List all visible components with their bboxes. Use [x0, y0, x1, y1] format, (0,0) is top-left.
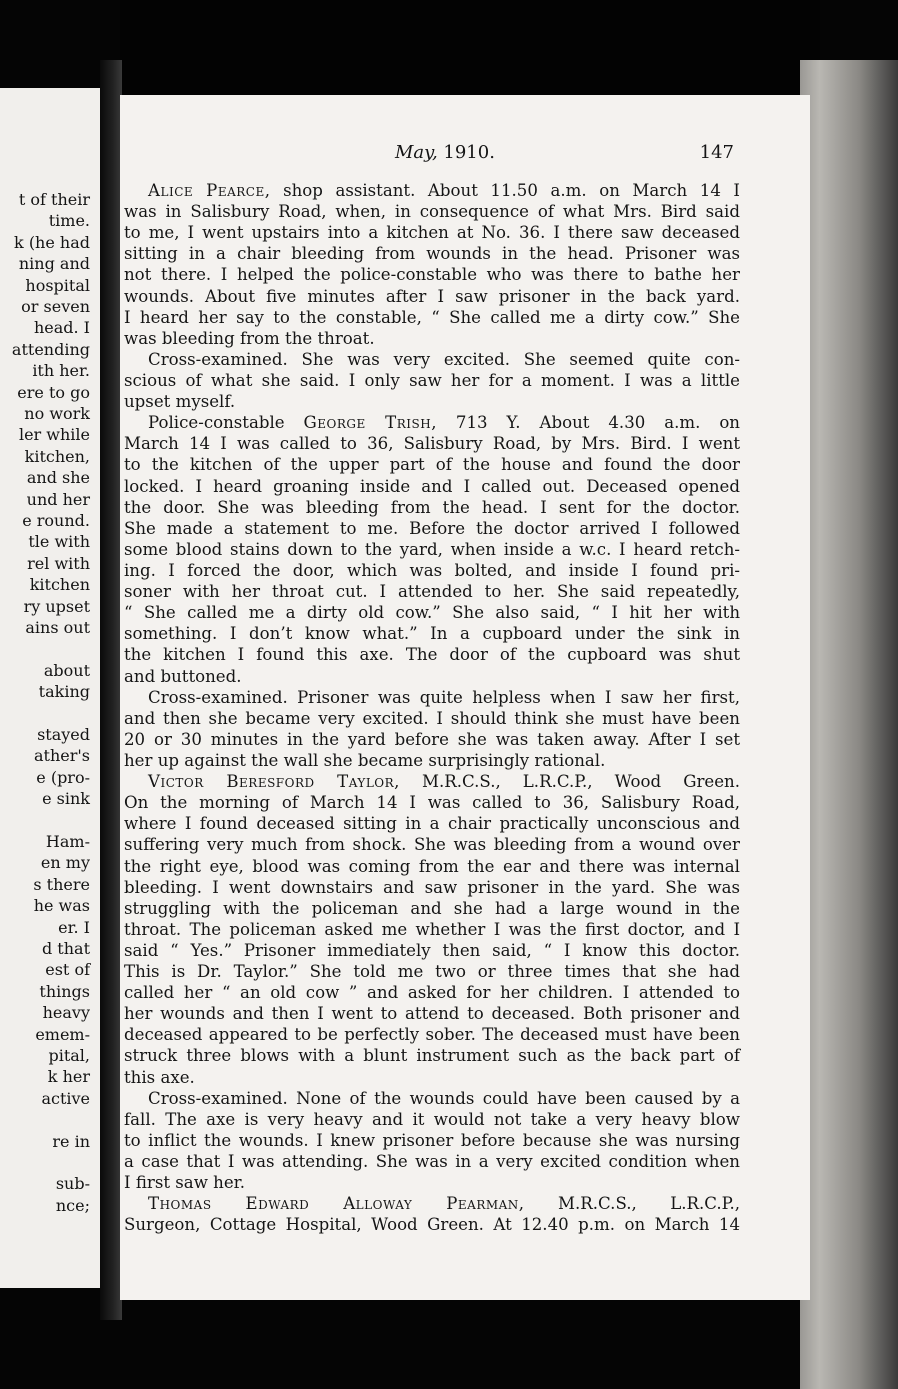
text-line	[124, 1193, 740, 1214]
left-page-line: kitchen	[29, 575, 90, 595]
line-text: said “ Yes.” Prisoner immediately then said, “ I know this doctor.	[124, 940, 740, 960]
line-text: was bleeding from the throat.	[124, 328, 375, 348]
left-page-line: ler while	[18, 425, 90, 445]
left-page-line: emem-	[35, 1024, 90, 1044]
paragraph	[124, 1193, 740, 1235]
witness-name: George Trish,	[303, 413, 437, 433]
line-text: bleeding. I went downstairs and saw prisoner in the yard. She was	[124, 877, 740, 897]
line-text: the door. She was bleeding from the head. I sent for the doctor.	[124, 497, 740, 517]
left-page-line: attending	[11, 339, 90, 359]
line-text: some blood stains down to the yard, when inside a w.c. I heard retch-	[124, 539, 740, 559]
line-text: struck three blows with a blunt instrument such as the back part of	[124, 1046, 740, 1066]
line-text: something. I don’t know what.” In a cupboard under the sink in	[124, 624, 740, 644]
paragraph	[124, 349, 740, 412]
line-text: Cross-examined. None of the wounds could have been caused by a	[148, 1088, 740, 1108]
scan-top-shadow	[120, 0, 820, 95]
line-text: March 14 I was called to 36, Salisbury Road, by Mrs. Bird. I went	[124, 434, 740, 454]
left-page-line: est of	[45, 960, 90, 980]
left-page-line: time.	[48, 211, 90, 231]
text-line	[124, 539, 740, 560]
text-line	[124, 433, 740, 454]
paragraph	[124, 180, 740, 349]
left-page-line: und her	[26, 489, 90, 509]
text-line	[124, 476, 740, 497]
line-text: and then she became very excited. I should think she must have been	[124, 708, 740, 728]
left-page-line: ere to go	[17, 382, 90, 402]
paragraph	[124, 687, 740, 771]
text-line	[124, 877, 740, 898]
running-head-month: May,	[395, 142, 438, 163]
paragraph	[124, 771, 740, 1088]
left-page-line: nce;	[55, 1195, 90, 1215]
text-line	[124, 729, 740, 750]
text-line	[124, 1130, 740, 1151]
text-line	[124, 1088, 740, 1109]
line-text: struggling with the policeman and she had a large wound in the	[124, 898, 740, 918]
text-line	[124, 1045, 740, 1066]
text-line	[124, 1003, 740, 1024]
line-text: her wounds and then I went to attend to deceased. Both prisoner and	[124, 1004, 740, 1024]
line-text: this axe.	[124, 1067, 195, 1087]
text-line	[124, 243, 740, 264]
text-line	[124, 792, 740, 813]
text-line	[124, 602, 740, 623]
line-text: sitting in a chair bleeding from wounds in the head. Prisoner was	[124, 244, 740, 264]
text-line	[124, 687, 740, 708]
text-line	[124, 518, 740, 539]
book-gutter	[100, 60, 122, 1320]
left-page-line: head. I	[33, 318, 90, 338]
line-text: her up against the wall she became surprisingly rational.	[124, 750, 606, 770]
line-text: suffering very much from shock. She was bleeding from a wound over	[124, 835, 740, 855]
left-page-line: rel with	[27, 553, 90, 573]
line-text: soner with her throat cut. I attended to her. She said repeatedly,	[124, 582, 740, 602]
line-text: M.R.C.S., L.R.C.P.,	[524, 1194, 740, 1214]
left-page-line: er. I	[58, 917, 90, 937]
line-text: a case that I was attending. She was in a very excited condition when	[124, 1152, 740, 1172]
line-text: fall. The axe is very heavy and it would not take a very heavy blow	[124, 1109, 740, 1129]
left-page-line: e sink	[42, 789, 90, 809]
text-line	[124, 1151, 740, 1172]
text-line	[124, 856, 740, 877]
text-line	[124, 370, 740, 391]
witness-name: Victor Beresford Taylor,	[148, 772, 400, 792]
left-page-line: things	[39, 981, 90, 1001]
text-line	[124, 1024, 740, 1045]
line-text: locked. I heard groaning inside and I called out. Deceased opened	[124, 476, 740, 496]
left-page-line: Ham-	[45, 832, 90, 851]
line-text: Cross-examined. She was very excited. She seemed quite con-	[148, 349, 740, 369]
left-page-line: and she	[26, 468, 90, 488]
line-text: scious of what she said. I only saw her for a moment. I was a little	[124, 370, 740, 390]
line-text: “ She called me a dirty old cow.” She also said, “ I hit her with	[124, 603, 740, 623]
text-line	[124, 1214, 740, 1235]
testimony-text	[124, 180, 740, 1235]
witness-name: Alice Pearce,	[148, 181, 271, 200]
left-page-line: hospital	[25, 275, 90, 295]
text-line	[124, 180, 740, 201]
text-line	[124, 307, 740, 328]
text-line	[124, 666, 740, 687]
text-line	[124, 560, 740, 581]
left-page-line: ning and	[18, 254, 90, 274]
left-page-line: taking	[38, 682, 90, 702]
line-text: to inflict the wounds. I knew prisoner before because she was nursing	[124, 1130, 740, 1150]
left-page-line: or seven	[21, 297, 90, 316]
text-line	[124, 940, 740, 961]
line-text: I heard her say to the constable, “ She called me a dirty cow.” She	[124, 307, 740, 327]
text-line	[124, 771, 740, 792]
left-page-line: stayed	[37, 725, 90, 744]
left-page-line: re in	[52, 1131, 90, 1151]
line-text: the kitchen I found this axe. The door of the cupboard was shut	[124, 645, 740, 665]
text-line	[124, 898, 740, 919]
running-head	[395, 142, 495, 163]
line-text: Cross-examined. Prisoner was quite helpless when I saw her first,	[148, 687, 740, 707]
text-line	[124, 1067, 740, 1088]
text-line	[124, 834, 740, 855]
line-text: upset myself.	[124, 392, 236, 412]
line-text: I first saw her.	[124, 1173, 246, 1193]
line-text: where I found deceased sitting in a chair practically unconscious and	[124, 814, 740, 834]
text-line	[124, 750, 740, 771]
witness-name: Thomas Edward Alloway Pearman,	[148, 1194, 525, 1214]
left-page-line: pital,	[48, 1046, 90, 1065]
line-text: the right eye, blood was coming from the ear and there was internal	[124, 856, 740, 876]
text-line	[124, 222, 740, 243]
left-page-line: sub-	[55, 1174, 90, 1194]
text-line	[124, 349, 740, 370]
left-page-line: e (pro-	[36, 767, 90, 787]
line-text: shop assistant. About 11.50 a.m. on March 14 I	[270, 181, 740, 200]
left-page-line: ather's	[34, 746, 90, 766]
line-text: deceased appeared to be perfectly sober. The deceased must have been	[124, 1025, 740, 1045]
left-page-line: k her	[47, 1067, 90, 1087]
text-line	[124, 412, 740, 433]
line-text: M.R.C.S., L.R.C.P., Wood Green.	[399, 772, 740, 792]
line-text: This is Dr. Taylor.” She told me two or three times that she had	[124, 962, 740, 982]
text-line	[124, 454, 740, 475]
text-line	[124, 1109, 740, 1130]
line-text: called her “ an old cow ” and asked for her children. I attended to	[124, 983, 740, 1003]
left-page-line: kitchen,	[24, 446, 90, 466]
previous-page-fragment	[0, 88, 100, 1288]
left-page-line: ains out	[25, 618, 90, 637]
left-page-line: no work	[24, 404, 90, 423]
left-page-line: s there	[33, 874, 90, 894]
text-line	[124, 623, 740, 644]
text-line	[124, 708, 740, 729]
left-page-line: about	[43, 660, 90, 680]
line-text: throat. The policeman asked me whether I was the first doctor, and I	[124, 919, 740, 939]
text-line	[124, 201, 740, 222]
line-prefix: Police-constable	[148, 413, 304, 433]
line-text: not there. I helped the police-constable who was there to bathe her	[124, 265, 740, 285]
running-head-year: 1910.	[437, 142, 495, 163]
text-line	[124, 497, 740, 518]
page-edge-shadow	[800, 60, 898, 1389]
left-page-line: heavy	[42, 1003, 90, 1023]
line-text: 20 or 30 minutes in the yard before she was taken away. After I set	[124, 729, 740, 749]
text-line	[124, 328, 740, 349]
text-line	[124, 961, 740, 982]
left-page-line: k (he had	[14, 232, 90, 252]
page-number: 147	[699, 142, 734, 163]
text-line	[124, 1172, 740, 1193]
line-text: to me, I went upstairs into a kitchen at No. 36. I there saw deceased	[124, 223, 740, 243]
left-page-line: t of their	[18, 190, 90, 209]
text-line	[124, 581, 740, 602]
paragraph	[124, 1088, 740, 1194]
text-line	[124, 644, 740, 665]
line-text: ing. I forced the door, which was bolted, and inside I found pri-	[124, 560, 740, 580]
line-text: She made a statement to me. Before the doctor arrived I followed	[124, 518, 740, 538]
text-line	[124, 286, 740, 307]
page-header	[120, 142, 750, 166]
line-text: to the kitchen of the upper part of the house and found the door	[124, 455, 740, 475]
text-line	[124, 919, 740, 940]
line-text: Surgeon, Cottage Hospital, Wood Green. At 12.40 p.m. on March 14	[124, 1215, 740, 1235]
line-text: wounds. About five minutes after I saw prisoner in the back yard.	[124, 286, 740, 306]
line-text: and buttoned.	[124, 666, 242, 686]
line-text: was in Salisbury Road, when, in consequence of what Mrs. Bird said	[124, 202, 740, 222]
left-page-line: ry upset	[23, 596, 90, 616]
paragraph	[124, 412, 740, 686]
left-page-line: d that	[41, 939, 90, 958]
left-page-line: e round.	[22, 511, 90, 530]
line-text: On the morning of March 14 I was called to 36, Salisbury Road,	[124, 793, 740, 813]
text-line	[124, 982, 740, 1003]
text-line	[124, 391, 740, 412]
left-page-line: tle with	[28, 532, 90, 552]
left-page-line: he was	[33, 896, 90, 916]
left-page-line: ith her.	[32, 361, 90, 381]
text-line	[124, 813, 740, 834]
text-line	[124, 264, 740, 285]
left-page-line: en my	[40, 853, 90, 873]
line-text: 713 Y. About 4.30 a.m. on	[436, 413, 740, 433]
left-page-line: active	[41, 1088, 90, 1108]
